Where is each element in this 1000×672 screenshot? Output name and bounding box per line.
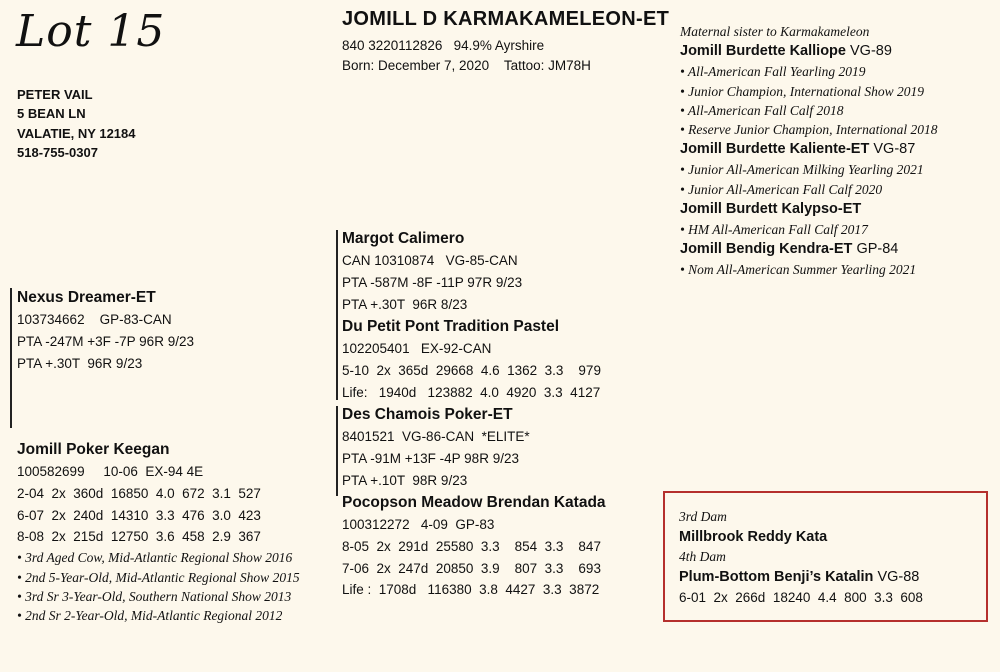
lot-number: Lot 15: [16, 6, 166, 57]
pedigree-bracket-left: [10, 288, 12, 428]
third-dam-name: Millbrook Reddy Kata: [679, 529, 828, 545]
sire-sire-line: PTA -587M -8F -11P 97R 9/23: [342, 274, 523, 290]
sister-name: Jomill Burdette Kaliente-ET VG-87: [680, 141, 916, 158]
animal-name: JOMILL D KARMAKAMELEON-ET: [342, 8, 670, 30]
dam-award: • 3rd Sr 3-Year-Old, Southern National Show 2013: [17, 589, 292, 604]
animal-registration: 840 3220112826 94.9% Ayrshire: [342, 38, 545, 53]
maternal-sisters-heading: Maternal sister to Karmakameleon: [680, 24, 870, 39]
dam-line: 2-04 2x 360d 16850 4.0 672 3.1 527: [17, 485, 261, 501]
fourth-dam-record: 6-01 2x 266d 18240 4.4 800 3.3 608: [679, 590, 923, 605]
sire-sire-line: PTA +.30T 96R 8/23: [342, 296, 468, 312]
pedigree-bracket-dam: [336, 406, 338, 496]
sire-line: PTA -247M +3F -7P 96R 9/23: [17, 333, 194, 349]
dam-award: • 2nd 5-Year-Old, Mid-Atlantic Regional Show 2015: [17, 569, 300, 585]
sister-award: • Junior All-American Fall Calf 2020: [680, 181, 883, 197]
sire-block: [17, 287, 194, 374]
dam-dam-line: 7-06 2x 247d 20850 3.9 807 3.3 693: [342, 560, 601, 576]
animal-birth: Born: December 7, 2020 Tattoo: JM78H: [342, 58, 591, 73]
dam-award: • 3rd Aged Cow, Mid-Atlantic Regional Show 2016: [17, 550, 293, 566]
sire-sire-line: CAN 10310874 VG-85-CAN: [342, 253, 518, 268]
dam-block: [17, 439, 300, 626]
fourth-dam-label: 4th Dam: [679, 549, 726, 564]
dam-sire-name: Des Chamois Poker-ET: [342, 406, 513, 423]
sire-line: 103734662 GP-83-CAN: [17, 312, 172, 327]
owner-city: VALATIE, NY 12184: [17, 125, 136, 141]
sire-dam-block: [342, 316, 601, 403]
sister-name: Jomill Burdett Kalypso-ET: [680, 201, 862, 218]
dam-dam-line: Life : 1708d 116380 3.8 4427 3.3 3872: [342, 582, 600, 598]
sire-sire-name: Margot Calimero: [342, 230, 465, 247]
dam-dam-name: Pocopson Meadow Brendan Katada: [342, 494, 606, 511]
dam-dam-block: [342, 492, 606, 601]
sire-dam-line: 102205401 EX-92-CAN: [342, 341, 492, 356]
sister-award: • Reserve Junior Champion, International 2018: [680, 122, 938, 138]
dam-name: Jomill Poker Keegan: [17, 441, 170, 458]
dam-sire-line: PTA +.10T 98R 9/23: [342, 472, 468, 488]
dam-award: • 2nd Sr 2-Year-Old, Mid-Atlantic Regional 2012: [17, 608, 283, 624]
sire-sire-block: [342, 228, 522, 315]
sire-name: Nexus Dreamer-ET: [17, 289, 156, 306]
sister-award: • Nom All-American Summer Yearling 2021: [680, 262, 917, 278]
dam-line: 8-08 2x 215d 12750 3.6 458 2.9 367: [17, 529, 261, 545]
sister-award: • Junior Champion, International Show 2019: [680, 83, 924, 99]
dam-line: 6-07 2x 240d 14310 3.3 476 3.0 423: [17, 507, 261, 523]
sister-award: • All-American Fall Yearling 2019: [680, 64, 866, 80]
dam-sire-block: [342, 404, 530, 491]
dam-dam-line: 8-05 2x 291d 25580 3.3 854 3.3 847: [342, 538, 601, 554]
sire-dam-line: 5-10 2x 365d 29668 4.6 1362 3.3 979: [342, 362, 601, 378]
pedigree-bracket-sire: [336, 230, 338, 400]
owner-address: [17, 85, 136, 162]
sire-dam-line: Life: 1940d 123882 4.0 4920 3.3 4127: [342, 384, 601, 400]
dam-sire-line: 8401521 VG-86-CAN *ELITE*: [342, 429, 530, 444]
dam-line: 100582699 10-06 EX-94 4E: [17, 464, 204, 479]
dam-dam-line: 100312272 4-09 GP-83: [342, 517, 495, 532]
dam-sire-line: PTA -91M +13F -4P 98R 9/23: [342, 450, 519, 466]
sister-award: • HM All-American Fall Calf 2017: [680, 222, 868, 238]
extended-dams-box: [663, 491, 988, 622]
owner-street: 5 BEAN LN: [17, 106, 86, 122]
maternal-sisters: [680, 22, 937, 280]
owner-name: PETER VAIL: [17, 87, 93, 102]
sister-name: Jomill Burdette Kalliope VG-89: [680, 43, 892, 60]
sire-dam-name: Du Petit Pont Tradition Pastel: [342, 318, 560, 335]
sister-award: • Junior All-American Milking Yearling 2021: [680, 162, 924, 178]
sister-name: Jomill Bendig Kendra-ET GP-84: [680, 241, 899, 258]
owner-phone: 518-755-0307: [17, 144, 98, 160]
fourth-dam-name: Plum-Bottom Benji’s Katalin VG-88: [679, 569, 920, 585]
sire-line: PTA +.30T 96R 9/23: [17, 355, 143, 371]
sister-award: • All-American Fall Calf 2018: [680, 102, 844, 118]
animal-info: [342, 36, 591, 76]
third-dam-label: 3rd Dam: [679, 509, 727, 524]
